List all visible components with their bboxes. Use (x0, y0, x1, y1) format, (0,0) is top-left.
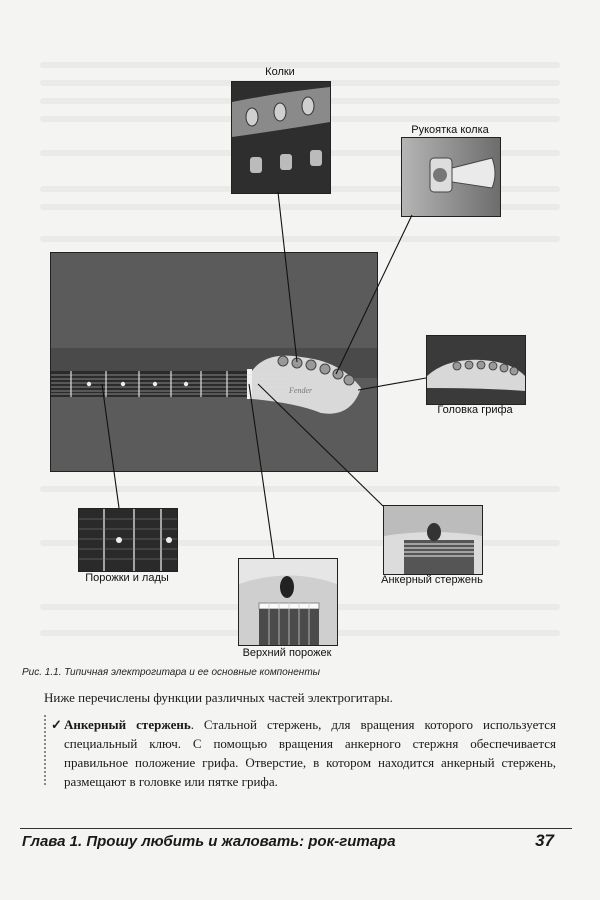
label-truss-rod: Анкерный стержень (381, 574, 483, 586)
label-frets: Порожки и лады (85, 572, 169, 584)
bullet-truss-rod (44, 715, 556, 791)
bullet-text (64, 715, 556, 791)
check-icon: ✓ (51, 717, 62, 732)
footer-rule (20, 828, 572, 829)
page-number: 37 (535, 831, 554, 850)
label-headstock: Головка грифа (437, 404, 513, 416)
label-peg-knob: Рукоятка колка (411, 124, 489, 136)
bullet-term: Анкерный стержень (64, 717, 191, 732)
bullet-description: . Стальной стержень, для вращения которого используется специальный ключ. С помощью вращения анкерного стержня обеспечивается правильное положение грифа. Отверстие, в котором находится анкерный стержень, размещают в головке или пятке грифа. (64, 717, 556, 789)
figure-caption: Рис. 1.1. Типичная электрогитара и ее основные компоненты (22, 667, 321, 678)
chapter-title: Глава 1. Прошу любить и жаловать: рок-гитара (22, 833, 396, 850)
label-kolki: Колки (265, 66, 295, 78)
label-nut: Верхний порожек (242, 647, 332, 659)
svg-text:Fender: Fender (289, 386, 313, 395)
intro-paragraph: Ниже перечислены функции различных частей электрогитары. (44, 690, 393, 705)
